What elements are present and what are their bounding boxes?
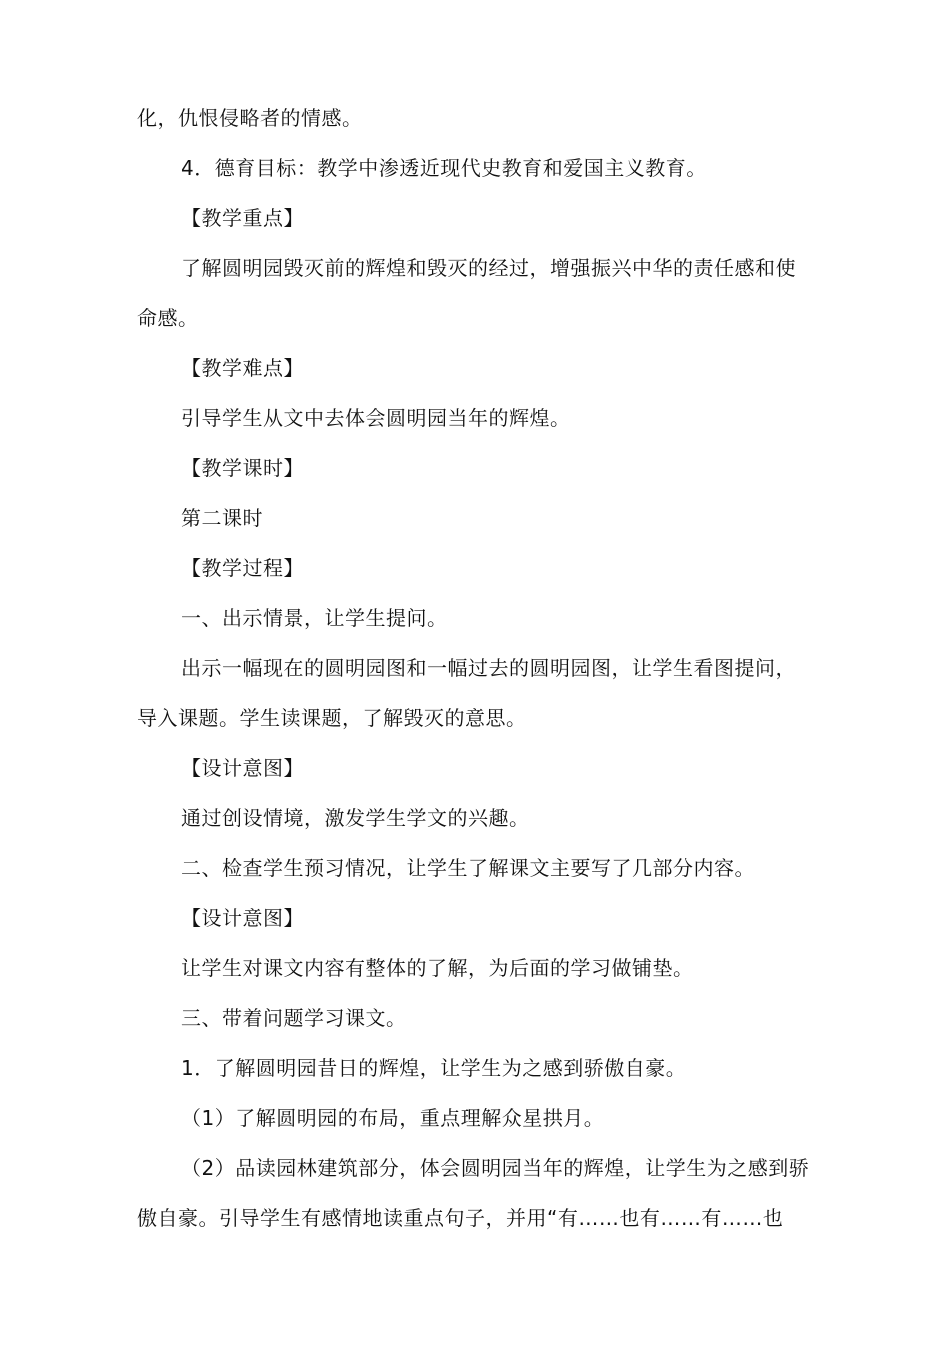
section-heading: 【教学重点】: [181, 206, 304, 230]
paragraph-line: 1．了解圆明园昔日的辉煌，让学生为之感到骄傲自豪。: [181, 1056, 687, 1080]
paragraph-line: 傲自豪。引导学生有感情地读重点句子，并用“有……也有……有……也: [137, 1206, 784, 1230]
paragraph-line: 引导学生从文中去体会圆明园当年的辉煌。: [181, 406, 571, 430]
paragraph-line: 通过创设情境，激发学生学文的兴趣。: [181, 806, 530, 830]
paragraph-line: 化，仇恨侵略者的情感。: [137, 106, 363, 130]
paragraph-line: 让学生对课文内容有整体的了解，为后面的学习做铺垫。: [181, 956, 694, 980]
paragraph-line: 4．德育目标：教学中渗透近现代史教育和爱国主义教育。: [181, 156, 707, 180]
paragraph-line: 三、带着问题学习课文。: [181, 1006, 407, 1030]
section-heading: 【教学难点】: [181, 356, 304, 380]
section-heading: 【设计意图】: [181, 756, 304, 780]
paragraph-line: 第二课时: [181, 506, 263, 530]
paragraph-line: 了解圆明园毁灭前的辉煌和毁灭的经过，增强振兴中华的责任感和使: [181, 256, 796, 280]
paragraph-line: 导入课题。学生读课题，了解毁灭的意思。: [137, 706, 527, 730]
section-heading: 【教学过程】: [181, 556, 304, 580]
paragraph-line: 二、检查学生预习情况，让学生了解课文主要写了几部分内容。: [181, 856, 755, 880]
section-heading: 【教学课时】: [181, 456, 304, 480]
paragraph-line: （1）了解圆明园的布局，重点理解众星拱月。: [181, 1106, 605, 1130]
paragraph-line: 命感。: [137, 306, 199, 330]
paragraph-line: 出示一幅现在的圆明园图和一幅过去的圆明园图，让学生看图提问，: [181, 656, 796, 680]
section-heading: 【设计意图】: [181, 906, 304, 930]
paragraph-line: （2）品读园林建筑部分，体会圆明园当年的辉煌，让学生为之感到骄: [181, 1156, 810, 1180]
paragraph-line: 一、出示情景，让学生提问。: [181, 606, 448, 630]
